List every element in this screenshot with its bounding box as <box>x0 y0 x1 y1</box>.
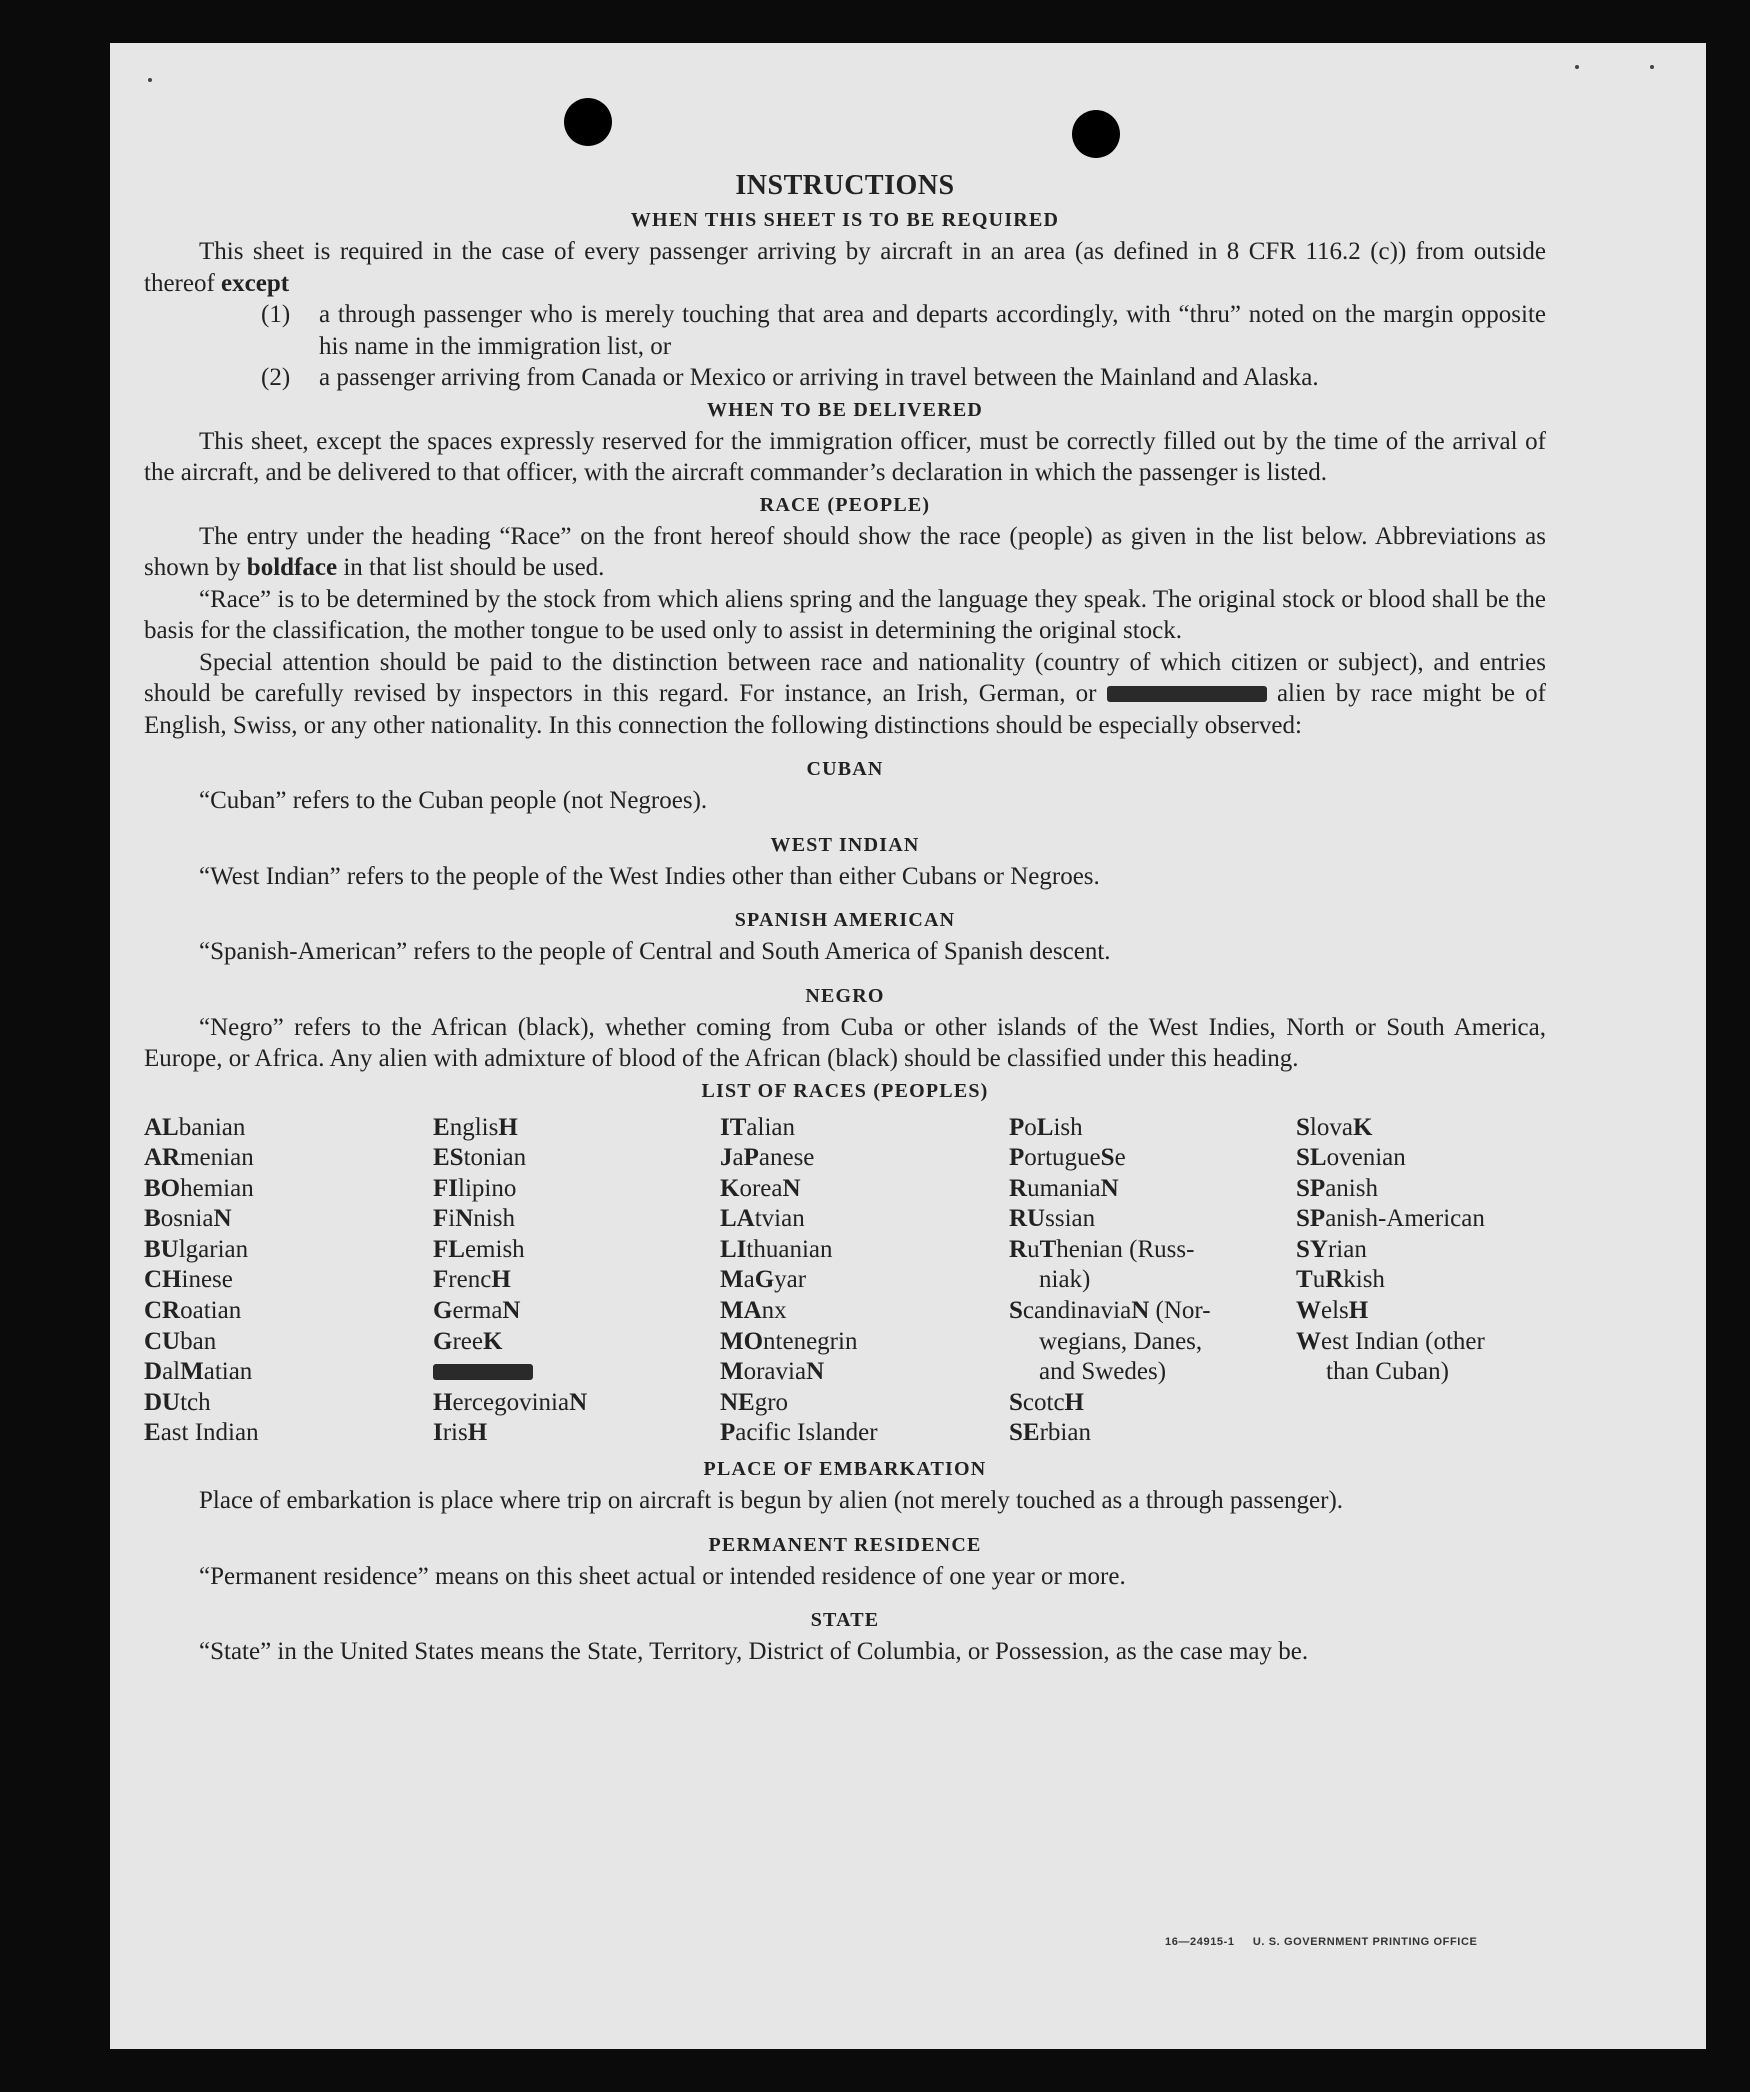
heading-west-indian: WEST INDIAN <box>770 833 920 856</box>
race-name-part: orea <box>739 1174 783 1202</box>
race-name-part: al <box>162 1358 181 1386</box>
races-column <box>144 1113 433 1450</box>
paragraph-negro: “Negro” refers to the African (black), whether coming from Cuba or other islands of the West Indies, North or South America, Europe, or Africa. Any alien with admixture of blood of the African (black) should be classified under this heading. <box>144 1013 1546 1072</box>
paragraph-cuban: “Cuban” refers to the Cuban people (not Negroes). <box>199 787 708 814</box>
race-entry <box>1296 1265 1546 1296</box>
race-name-part: inese <box>181 1266 233 1294</box>
item-number: (1) <box>261 301 291 328</box>
race-entry <box>433 1113 720 1144</box>
paragraph-race-2: “Race” is to be determined by the stock from which aliens spring and the language they speak. The original stock or blood shall be the basis for the classification, the mother tongue to be used only to assist in determining the original stock. <box>144 585 1546 644</box>
race-name-part: henian (Russ- <box>1056 1235 1195 1263</box>
race-name-part: e <box>1114 1144 1126 1172</box>
race-abbrev-part: CH <box>144 1266 182 1294</box>
race-abbrev-part: CR <box>144 1297 181 1325</box>
race-abbrev-part: SY <box>1296 1235 1328 1263</box>
race-entry <box>1009 1204 1296 1235</box>
race-abbrev-part: S <box>1009 1388 1023 1416</box>
race-entry <box>144 1143 433 1174</box>
heading-negro: NEGRO <box>805 984 885 1007</box>
race-name-part: acific Islander <box>735 1419 878 1447</box>
race-abbrev-part: AR <box>144 1144 181 1172</box>
paragraph-when-delivered: This sheet, except the spaces expressly reserved for the immigration officer, must be correctly filled out by the time of the arrival of the aircraft, and be delivered to that officer, with the aircraft commander’s declaration in which the passenger is listed. <box>144 427 1546 486</box>
race-entry <box>720 1388 1009 1419</box>
race-name-part: umania <box>1027 1174 1101 1202</box>
race-name-part: ortugue <box>1024 1144 1101 1172</box>
paragraph-permanent-residence: “Permanent residence” means on this sheet actual or intended residence of one year or more. <box>199 1562 1126 1590</box>
race-entry <box>720 1327 1009 1358</box>
race-abbrev-part: N <box>502 1297 521 1325</box>
race-abbrev-part: N <box>455 1205 474 1233</box>
race-abbrev-part: M <box>180 1358 204 1386</box>
race-entry <box>1009 1113 1296 1144</box>
races-list <box>144 1113 1546 1450</box>
race-abbrev-part: W <box>1296 1297 1321 1325</box>
race-abbrev-part: R <box>1009 1235 1028 1263</box>
race-name-part: yar <box>774 1266 807 1294</box>
race-name-part: lova <box>1309 1113 1353 1141</box>
race-entry <box>1296 1296 1546 1327</box>
race-entry <box>1009 1174 1296 1205</box>
speck <box>1575 65 1579 69</box>
race-name-part: tvian <box>754 1205 805 1233</box>
punch-hole <box>564 98 612 146</box>
race-entry <box>1296 1113 1546 1144</box>
item-text: a passenger arriving from Canada or Mexico or arriving in travel between the Mainland and Alaska. <box>319 364 1319 391</box>
race-entry <box>1009 1143 1296 1174</box>
race-abbrev-part: L <box>1036 1113 1054 1141</box>
heading-when-required: WHEN THIS SHEET IS TO BE REQUIRED <box>630 209 1060 231</box>
race-entry <box>433 1204 720 1235</box>
race-entry <box>144 1357 433 1388</box>
requirement-item <box>261 299 1546 362</box>
race-entry <box>1296 1327 1546 1358</box>
race-abbrev-part: D <box>144 1358 163 1386</box>
race-entry <box>720 1296 1009 1327</box>
race-name-part: emish <box>464 1235 525 1263</box>
race-entry <box>720 1265 1009 1296</box>
race-entry <box>144 1388 433 1419</box>
race-name-part: ast Indian <box>160 1419 259 1447</box>
page-title: INSTRUCTIONS <box>735 170 955 201</box>
race-entry <box>433 1388 720 1419</box>
race-name-part: nglis <box>449 1113 499 1141</box>
race-entry-continuation: than Cuban) <box>1326 1358 1449 1386</box>
race-name-part: menian <box>180 1144 254 1172</box>
race-abbrev-part: N <box>213 1205 232 1233</box>
heading-permanent-residence: PERMANENT RESIDENCE <box>708 1533 982 1556</box>
race-name-part: ish <box>1053 1113 1083 1141</box>
race-entry <box>1009 1388 1296 1419</box>
race-name-part: ree <box>452 1327 483 1355</box>
race-entry <box>720 1204 1009 1235</box>
race-name-part: gro <box>754 1388 789 1416</box>
race-name-part: alian <box>746 1113 795 1141</box>
race-name-part: lgarian <box>178 1235 249 1263</box>
race-name-part: est Indian (other <box>1321 1327 1485 1355</box>
race-abbrev-part: H <box>1064 1388 1084 1416</box>
race-abbrev-part: SL <box>1296 1144 1327 1172</box>
race-name-part: osnia <box>160 1205 214 1233</box>
race-abbrev-part: P <box>1009 1144 1025 1172</box>
heading-race: RACE (PEOPLE) <box>759 493 931 516</box>
race-abbrev-part: G <box>433 1327 453 1355</box>
race-abbrev-part: K <box>482 1327 503 1355</box>
race-name-part: a <box>743 1266 755 1294</box>
race-abbrev-part: P <box>1009 1113 1025 1141</box>
race-abbrev-part: SE <box>1009 1419 1040 1447</box>
race-entry <box>144 1296 433 1327</box>
requirement-list <box>144 299 1546 394</box>
race-name-part: anish-American <box>1325 1205 1485 1233</box>
heading-when-delivered: WHEN TO BE DELIVERED <box>706 398 984 421</box>
race-abbrev-part: LA <box>720 1205 755 1233</box>
race-abbrev-part: NE <box>720 1388 755 1416</box>
race-abbrev-part: R <box>1325 1266 1344 1294</box>
race-abbrev-part: FI <box>433 1174 458 1202</box>
race-entry <box>144 1327 433 1358</box>
race-abbrev-part: BU <box>144 1235 179 1263</box>
race-abbrev-part: R <box>1009 1174 1028 1202</box>
speck <box>1650 65 1654 69</box>
race-abbrev-part: ES <box>433 1144 464 1172</box>
race-name-part: tch <box>180 1388 211 1416</box>
document-page <box>110 43 1706 2049</box>
race-entry <box>720 1418 1009 1449</box>
race-name-part: a <box>732 1144 744 1172</box>
race-entry <box>720 1143 1009 1174</box>
race-name-part: erma <box>452 1297 503 1325</box>
race-abbrev-part: CU <box>144 1327 181 1355</box>
race-abbrev-part: W <box>1296 1327 1321 1355</box>
race-name-part: banian <box>178 1113 246 1141</box>
paragraph-race-1: The entry under the heading “Race” on the front hereof should show the race (people) as given in the list below. Abbreviations as shown by boldface in that list should be used. <box>144 522 1546 581</box>
race-name-part: ris <box>442 1419 468 1447</box>
race-abbrev-part: E <box>144 1419 161 1447</box>
race-entry <box>433 1327 720 1358</box>
race-abbrev-part: DU <box>144 1388 181 1416</box>
instructions-body <box>144 168 1546 1668</box>
race-name-part: u <box>1312 1266 1326 1294</box>
race-name-part: nish <box>473 1205 515 1233</box>
paragraph-state: “State” in the United States means the State, Territory, District of Columbia, or Possession, as the case may be. <box>199 1638 1309 1666</box>
item-number: (2) <box>261 364 291 391</box>
race-abbrev-part: J <box>720 1144 733 1172</box>
race-abbrev-part: S <box>1100 1144 1115 1172</box>
race-abbrev-part: E <box>433 1113 450 1141</box>
race-abbrev-part: H <box>491 1266 511 1294</box>
paragraph-spanish-american: “Spanish-American” refers to the people of Central and South America of Spanish descent. <box>199 938 1111 965</box>
race-entry <box>144 1174 433 1205</box>
race-name-part: u <box>1027 1235 1040 1263</box>
race-name-part: ssian <box>1045 1205 1096 1233</box>
race-name-part: o <box>1024 1113 1037 1141</box>
race-entry <box>433 1235 720 1266</box>
race-entry <box>1009 1296 1296 1327</box>
race-entry-continuation: wegians, Danes, <box>1039 1327 1203 1355</box>
race-entry <box>433 1174 720 1205</box>
heading-embarkation: PLACE OF EMBARKATION <box>703 1458 987 1481</box>
race-entry <box>1296 1174 1546 1205</box>
race-name-part: ercegovinia <box>452 1388 570 1416</box>
heading-state: STATE <box>810 1609 880 1632</box>
race-abbrev-part: H <box>498 1113 518 1141</box>
paragraph-west-indian: “West Indian” refers to the people of the West Indies other than either Cubans or Negroes. <box>199 862 1100 890</box>
race-entry <box>144 1418 433 1449</box>
race-name-part: lipino <box>458 1174 517 1202</box>
heading-spanish-american: SPANISH AMERICAN <box>734 909 956 931</box>
race-abbrev-part: SP <box>1296 1174 1326 1202</box>
race-abbrev-part: T <box>1039 1235 1057 1263</box>
race-name-part: rbian <box>1039 1419 1091 1447</box>
race-abbrev-part: S <box>1296 1113 1310 1141</box>
speck <box>148 78 152 82</box>
race-abbrev-part: B <box>144 1205 161 1233</box>
race-entry-continuation: and Swedes) <box>1039 1358 1167 1386</box>
race-abbrev-part: I <box>433 1419 443 1447</box>
race-abbrev-part: P <box>743 1144 759 1172</box>
race-abbrev-part: M <box>720 1358 744 1386</box>
races-column <box>1296 1113 1546 1450</box>
race-entry <box>720 1113 1009 1144</box>
race-entry <box>1296 1204 1546 1235</box>
race-abbrev-part: IT <box>720 1113 747 1141</box>
race-abbrev-part: P <box>720 1419 736 1447</box>
redaction-mark <box>433 1364 533 1380</box>
race-name-part: anish <box>1325 1174 1378 1202</box>
race-abbrev-part: N <box>1131 1297 1150 1325</box>
races-column <box>1009 1113 1296 1450</box>
heading-list-of-races: LIST OF RACES (PEOPLES) <box>701 1079 989 1102</box>
printer-imprint: 16—24915-1 U. S. GOVERNMENT PRINTING OFFICE <box>1165 1936 1478 1948</box>
races-column <box>433 1113 720 1450</box>
race-abbrev-part: F <box>433 1266 449 1294</box>
race-abbrev-part: S <box>1009 1297 1023 1325</box>
paragraph-race-3: Special attention should be paid to the distinction between race and nationality (country of which citizen or subject), and entries should be carefully revised by inspectors in this regard. For instance, an Irish, German, or alien by race might be of English, Swiss, or any other nationality. In this connection the following distinctions should be especially observed: <box>144 648 1546 739</box>
race-abbrev-part: FL <box>433 1235 465 1263</box>
race-entry <box>433 1418 720 1449</box>
race-abbrev-part: K <box>720 1174 740 1202</box>
race-entry <box>1296 1143 1546 1174</box>
race-entry <box>433 1296 720 1327</box>
race-abbrev-part: G <box>754 1266 775 1294</box>
race-name-part: oatian <box>180 1297 242 1325</box>
race-abbrev-part: N <box>806 1358 825 1386</box>
race-name-part: (Nor- <box>1149 1297 1211 1325</box>
race-name-part: i <box>448 1205 456 1233</box>
race-abbrev-part: MA <box>720 1297 762 1325</box>
requirement-item <box>261 362 1546 394</box>
race-name-part: anese <box>758 1144 815 1172</box>
race-abbrev-part: N <box>782 1174 801 1202</box>
race-abbrev-part: H <box>433 1388 453 1416</box>
race-name-part: nx <box>761 1297 787 1325</box>
race-name-part: hemian <box>180 1174 254 1202</box>
race-name-part: renc <box>448 1266 492 1294</box>
race-abbrev-part: F <box>433 1205 449 1233</box>
race-abbrev-part: MO <box>720 1327 764 1355</box>
redacted-race-entry <box>433 1357 720 1388</box>
race-entry <box>720 1357 1009 1388</box>
race-abbrev-part: N <box>1100 1174 1119 1202</box>
race-abbrev-part: M <box>720 1266 744 1294</box>
race-abbrev-part: AL <box>144 1113 179 1141</box>
race-entry-continuation: niak) <box>1039 1266 1091 1294</box>
heading-cuban: CUBAN <box>806 758 884 780</box>
race-entry <box>144 1113 433 1144</box>
race-name-part: ntenegrin <box>763 1327 858 1355</box>
race-abbrev-part: H <box>1348 1297 1369 1325</box>
race-name-part: cotc <box>1022 1388 1065 1416</box>
race-name-part: candinavia <box>1022 1297 1132 1325</box>
race-entry <box>144 1204 433 1235</box>
race-name-part: thuanian <box>746 1235 833 1263</box>
paragraph-when-required: This sheet is required in the case of every passenger arriving by aircraft in an area (as defined in 8 CFR 116.2 (c)) from outside thereof except <box>144 238 1546 297</box>
race-name-part: oravia <box>743 1358 807 1386</box>
race-name-part: rian <box>1327 1235 1367 1263</box>
race-name-part: ban <box>180 1327 217 1355</box>
race-abbrev-part: LI <box>720 1235 747 1263</box>
race-entry <box>720 1235 1009 1266</box>
race-abbrev-part: N <box>569 1388 588 1416</box>
race-abbrev-part: H <box>467 1419 488 1447</box>
race-entry <box>433 1143 720 1174</box>
race-abbrev-part: G <box>433 1297 453 1325</box>
race-entry <box>1009 1235 1296 1266</box>
race-abbrev-part: T <box>1296 1266 1313 1294</box>
race-abbrev-part: RU <box>1009 1205 1046 1233</box>
race-name-part: els <box>1321 1297 1349 1325</box>
paragraph-embarkation: Place of embarkation is place where trip on aircraft is begun by alien (not merely touched as a through passenger). <box>199 1487 1344 1515</box>
item-text: a through passenger who is merely touching that area and departs accordingly, with “thru” noted on the margin opposite his name in the immigration list, or <box>319 301 1546 360</box>
race-entry <box>144 1235 433 1266</box>
race-entry <box>720 1174 1009 1205</box>
race-abbrev-part: BO <box>144 1174 181 1202</box>
race-abbrev-part: SP <box>1296 1205 1326 1233</box>
race-entry <box>433 1265 720 1296</box>
race-name-part: atian <box>203 1358 253 1386</box>
race-abbrev-part: K <box>1352 1113 1373 1141</box>
race-name-part: kish <box>1343 1266 1385 1294</box>
redacted-word <box>1107 686 1267 702</box>
race-name-part: tonian <box>463 1144 527 1172</box>
race-entry <box>1009 1418 1296 1449</box>
race-entry <box>1296 1235 1546 1266</box>
races-column <box>720 1113 1009 1450</box>
race-name-part: ovenian <box>1326 1144 1406 1172</box>
race-entry <box>144 1265 433 1296</box>
punch-hole <box>1072 110 1120 158</box>
